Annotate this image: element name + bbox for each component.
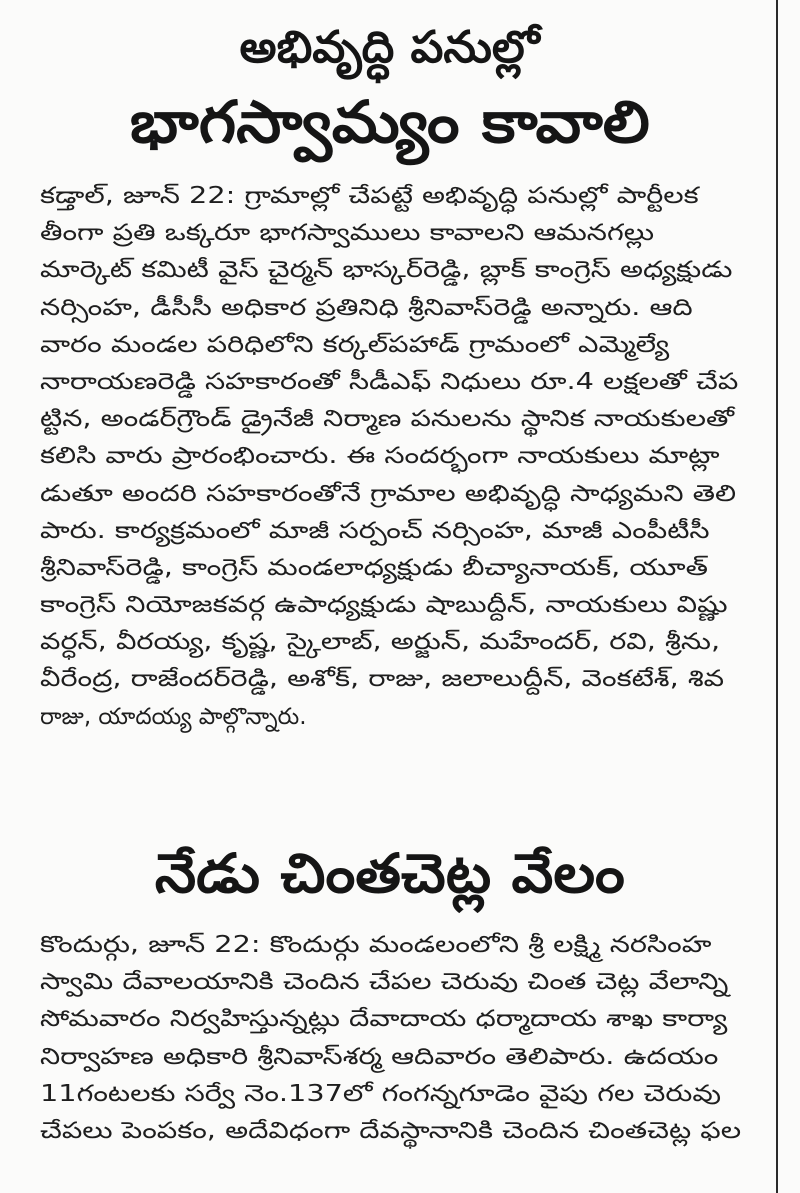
article-line: రాజు, యాదయ్య పాల్గొన్నారు. bbox=[40, 703, 307, 730]
article-line: వీరేంద్ర, రాజేందర్‌రెడ్డి, అశోక్, రాజు, జలాలుద్దీన్, వెంకటేశ్, శివ bbox=[40, 666, 725, 693]
article-line: సోమవారం నిర్వహిస్తున్నట్లు దేవాదాయ ధర్మాదాయ శాఖ కార్యా bbox=[40, 1006, 728, 1033]
article-line: చేపలు పెంపకం, అదేవిధంగా దేవస్థానానికి చెందిన చింతచెట్ల ఫల bbox=[40, 1117, 742, 1144]
headline-1-line-2: భాగస్వామ్యం కావాలి bbox=[130, 88, 650, 156]
article-1-body bbox=[40, 178, 758, 828]
article-line: వర్ధన్, వీరయ్య, కృష్ణ, స్కైలాబ్, అర్జున్, మహేందర్, రవి, శ్రీను, bbox=[40, 629, 721, 656]
article-line: డుతూ అందరి సహకారంతోనే గ్రామాల అభివృద్ధి సాధ్యమని తెలి bbox=[40, 480, 737, 507]
article-line: నారాయణరెడ్డి సహకారంతో సీడీఎఫ్ నిధులు రూ.4 లక్షలతో చేప bbox=[40, 368, 739, 395]
article-line: కాంగ్రెస్ నియోజకవర్గ ఉపాధ్యక్షుడు షాబుద్దీన్, నాయకులు విష్ణు bbox=[40, 592, 728, 619]
article-line: నిర్వాహణ అధికారి శ్రీనివాస్‌శర్మ ఆదివారం తెలిపారు. ఉదయం bbox=[40, 1043, 719, 1070]
article-line: శ్రీనివాస్‌రెడ్డి, కాంగ్రెస్ మండలాధ్యక్షుడు బీచ్యానాయక్, యూత్ bbox=[40, 554, 708, 581]
article-line: 11గంటలకు సర్వే నెం.137లో గంగన్నగూడెం వైపు గల చెరువు bbox=[40, 1080, 722, 1107]
article-line: కలిసి వారు ప్రారంభించారు. ఈ సందర్భంగా నాయకులు మాట్లా bbox=[40, 443, 720, 470]
article-line: నర్సింహ, డీసీసీ అధికార ప్రతినిధి శ్రీనివాస్‌రెడ్డి అన్నారు. ఆది bbox=[40, 294, 693, 321]
article-line: పారు. కార్యక్రమంలో మాజీ సర్పంచ్ నర్సింహ, మాజీ ఎంపీటీసీ bbox=[40, 517, 710, 544]
headline-2: నేడు చింతచెట్ల వేలం bbox=[154, 842, 625, 905]
article-line: మార్కెట్ కమిటీ వైస్ చైర్మన్ భాస్కర్‌రెడ్డి, బ్లాక్ కాంగ్రెస్ అధ్యక్షుడు bbox=[40, 257, 733, 284]
article-2-body bbox=[40, 927, 758, 1187]
article-line: ట్టిన, అండర్‌గ్రౌండ్ డ్రైనేజీ నిర్మాణ పనులను స్థానిక నాయకులతో bbox=[40, 406, 735, 433]
article-line: కొందుర్గు, జూన్ 22: కొందుర్గు మండలంలోని శ్రీ లక్ష్మి నరసింహ bbox=[40, 932, 712, 958]
headline-1-line-1: అభివృద్ధి పనుల్లో bbox=[239, 22, 541, 73]
article-line: స్వామి దేవాలయానికి చెందిన చేపల చెరువు చింత చెట్ల వేలాన్ని bbox=[40, 969, 729, 996]
article-line: కడ్తాల్, జూన్ 22: గ్రామాల్లో చేపట్టే అభివృద్ధి పనుల్లో పార్టీలక bbox=[40, 183, 699, 209]
article-line: తీంగా ప్రతి ఒక్కరూ భాగస్వాములు కావాలని ఆమనగల్లు bbox=[40, 220, 655, 247]
column-rule bbox=[776, 0, 778, 1193]
article-line: వారం మండల పరిధిలోని కర్కల్‌పహాడ్ గ్రామంలో ఎమ్మెల్యే bbox=[40, 331, 670, 358]
